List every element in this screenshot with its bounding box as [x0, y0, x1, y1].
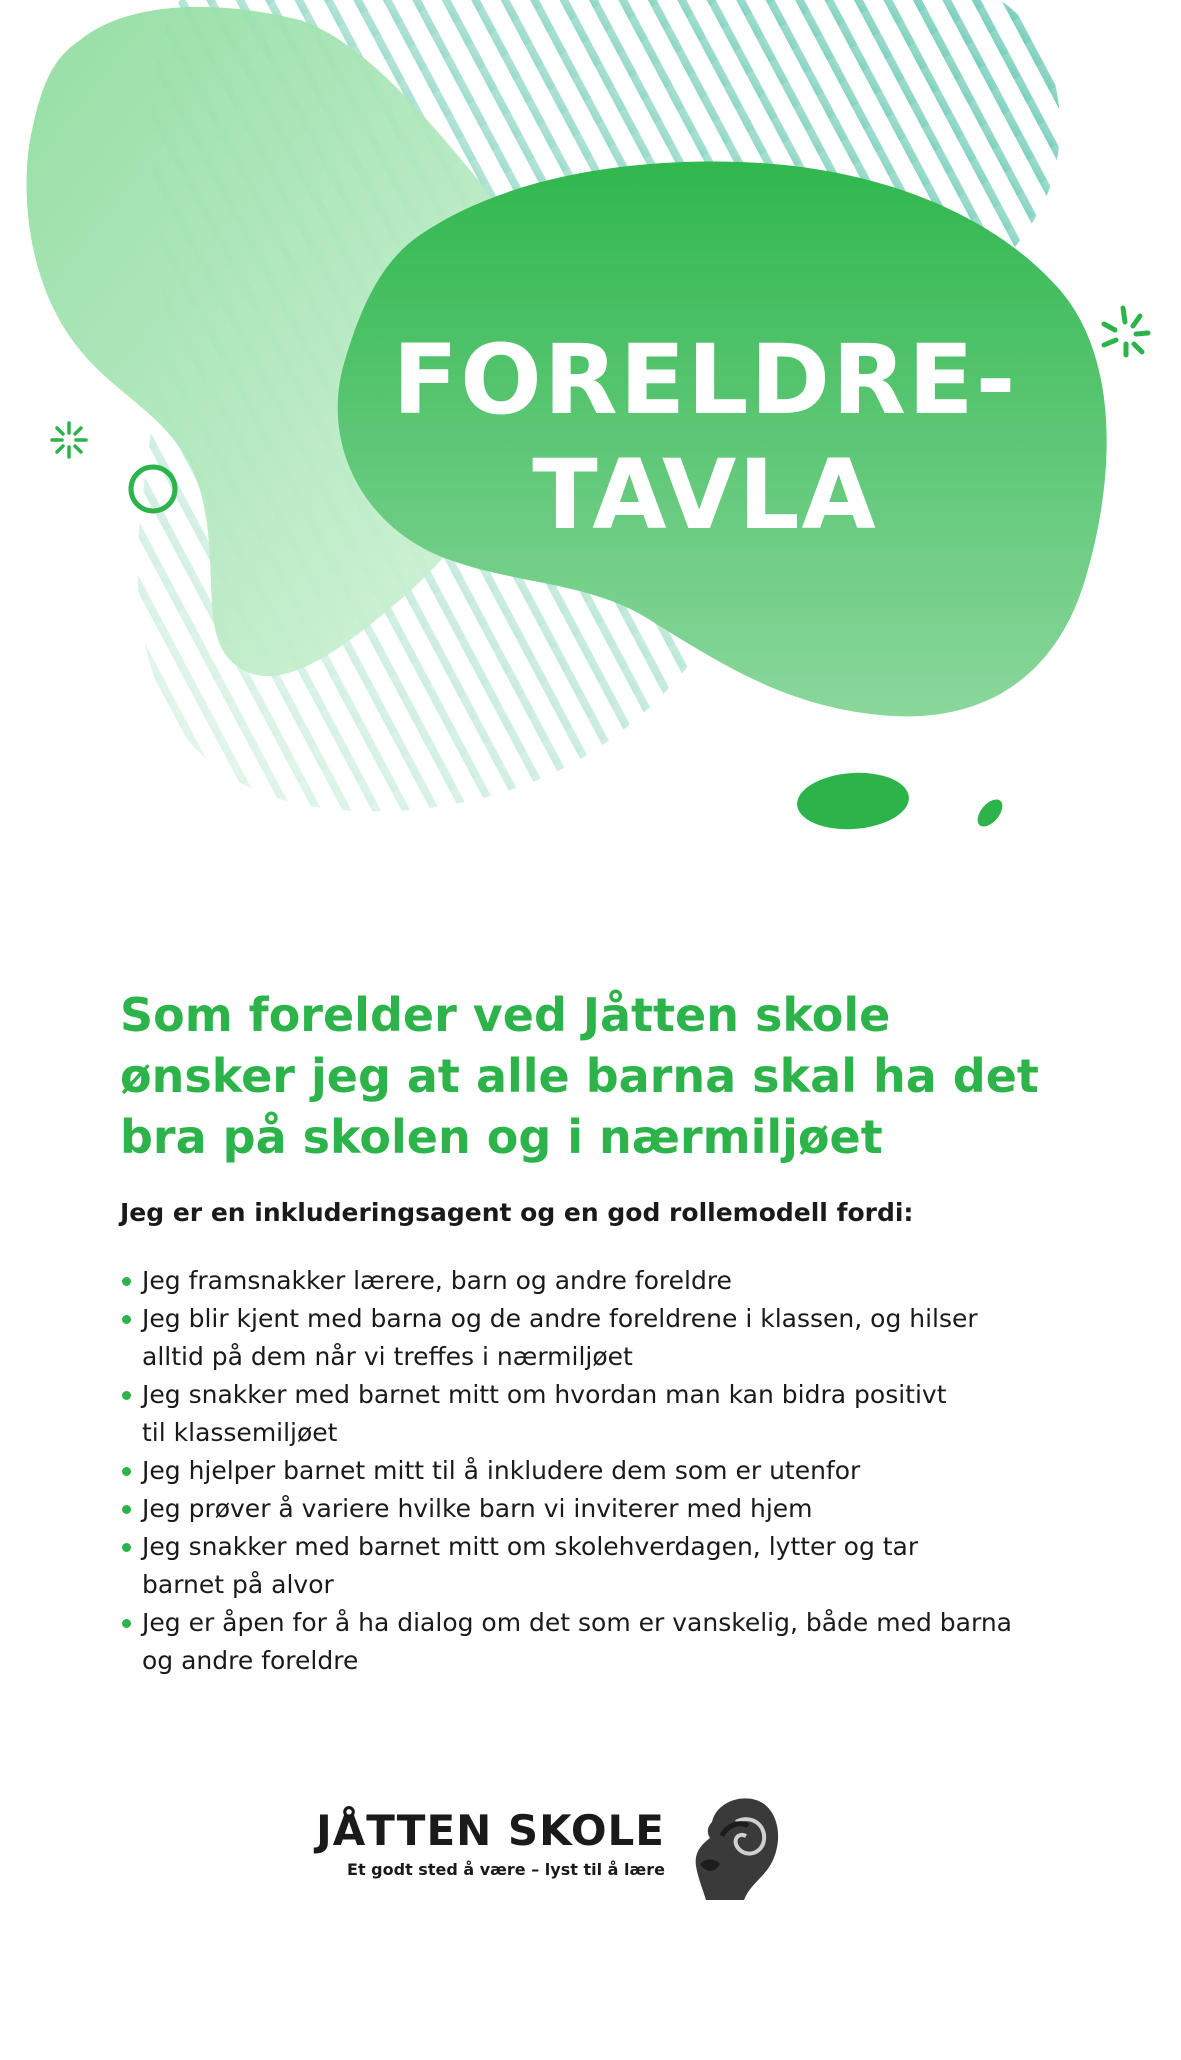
- list-item: [120, 1262, 1100, 1300]
- list-item-text: Jeg er åpen for å ha dialog om det som er vanskelig, både med barna: [142, 1608, 1012, 1637]
- ram-head-icon: [692, 1792, 787, 1902]
- small-blob: [795, 769, 911, 833]
- sparkle-icon: [1104, 308, 1148, 355]
- list-item-text: og andre foreldre: [142, 1646, 359, 1675]
- bullet-dot-icon: [122, 1277, 131, 1286]
- pledge-list: [120, 1262, 1100, 1680]
- headline-line: Som forelder ved Jåtten skole: [120, 988, 891, 1042]
- list-item: [120, 1452, 1100, 1490]
- list-item-text: Jeg snakker med barnet mitt om skolehverdagen, lytter og tar: [142, 1532, 919, 1561]
- list-item-text: Jeg blir kjent med barna og de andre foreldrene i klassen, og hilser: [142, 1304, 978, 1333]
- bullet-dot-icon: [122, 1543, 131, 1552]
- list-item-text: barnet på alvor: [142, 1570, 334, 1599]
- bullet-dot-icon: [122, 1505, 131, 1514]
- list-item: [120, 1528, 1100, 1604]
- school-slogan: Et godt sted å være – lyst til å lære: [347, 1860, 665, 1879]
- list-item-text: alltid på dem når vi treffes i nærmiljøet: [142, 1342, 633, 1371]
- list-item: [120, 1376, 1100, 1452]
- bullet-dot-icon: [122, 1467, 131, 1476]
- poster-title-line-1: FORELDRE-: [392, 324, 1018, 436]
- sparkle-icon: [52, 423, 86, 457]
- list-item-text: Jeg hjelper barnet mitt til å inkludere dem som er utenfor: [142, 1456, 861, 1485]
- intro-text: Jeg er en inkluderingsagent og en god rollemodell fordi:: [120, 1198, 914, 1227]
- bullet-dot-icon: [122, 1391, 131, 1400]
- bullet-dot-icon: [122, 1619, 131, 1628]
- list-item: [120, 1300, 1100, 1376]
- headline: [120, 985, 1080, 1168]
- school-name: JÅTTEN SKOLE: [316, 1806, 665, 1855]
- school-logo: [316, 1790, 795, 1910]
- list-item: [120, 1490, 1100, 1528]
- tiny-blob: [973, 795, 1007, 831]
- headline-line: bra på skolen og i nærmiljøet: [120, 1110, 883, 1164]
- list-item-text: Jeg snakker med barnet mitt om hvordan man kan bidra positivt: [142, 1380, 947, 1409]
- list-item-text: Jeg framsnakker lærere, barn og andre foreldre: [142, 1266, 732, 1295]
- list-item-text: Jeg prøver å variere hvilke barn vi inviterer med hjem: [142, 1494, 813, 1523]
- list-item: [120, 1604, 1100, 1680]
- list-item-text: til klassemiljøet: [142, 1418, 338, 1447]
- headline-line: ønsker jeg at alle barna skal ha det: [120, 1049, 1039, 1103]
- bullet-dot-icon: [122, 1315, 131, 1324]
- poster-title-line-2: TAVLA: [532, 439, 878, 551]
